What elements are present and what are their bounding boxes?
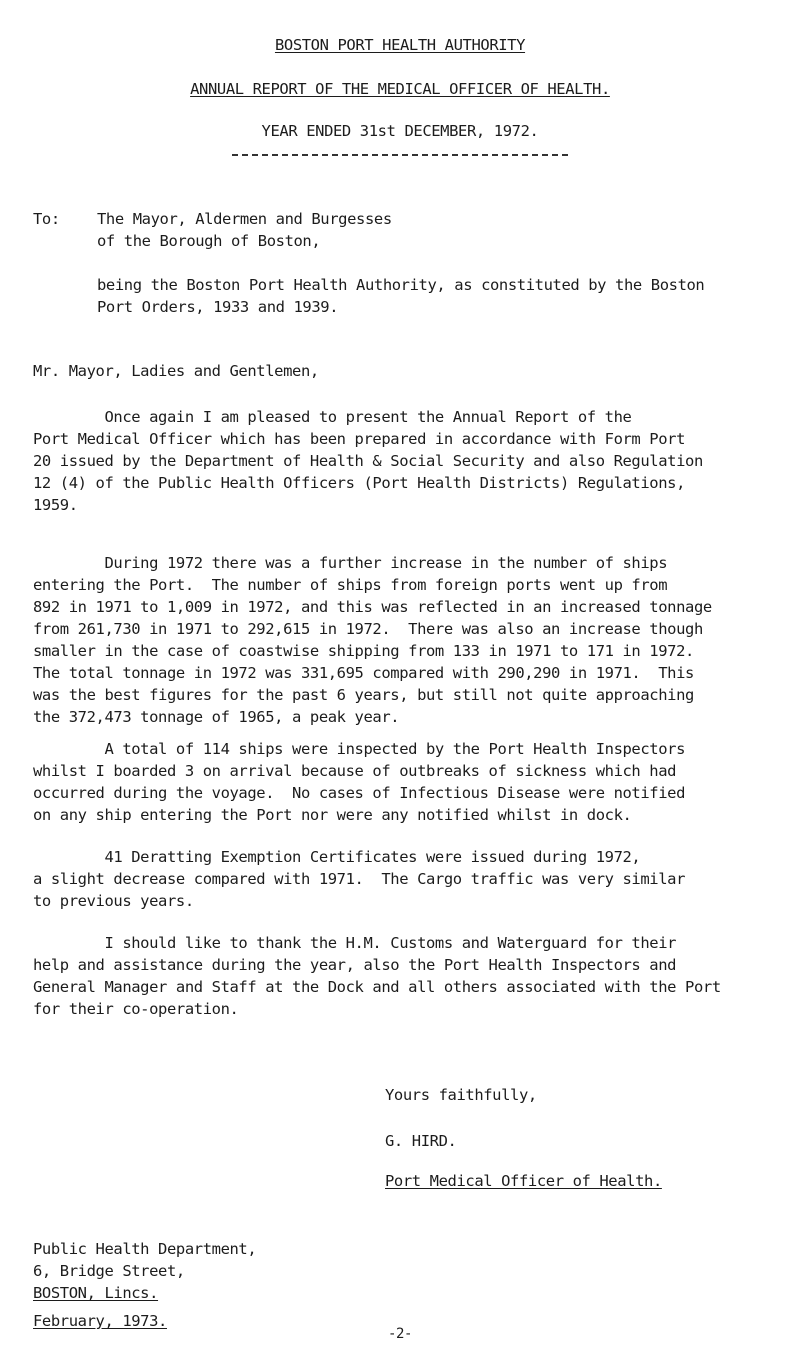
paragraph-certificates: 41 Deratting Exemption Certificates were issued during 1972, a slight decrease compared with 1971. The Cargo traffic was very similar to previous years. (33, 848, 686, 910)
addressee-line-2: of the Borough of Boston, (97, 232, 321, 250)
paragraph-shipping: During 1972 there was a further increase in the number of ships entering the Port. The number of ships from foreign ports went up from 892 in 1971 to 1,009 in 1972, and this was reflected in an increased tonnage from 261,730 in 1971 to 292,615 in 1972. There was also an increase though smaller in the case of coastwise shipping from 133 in 1971 to 171 in 1972. The total tonnage in 1972 was 331,695 compared with 290,290 in 1971. This was the best figures for the past 6 years, but still not quite approaching the 372,473 tonnage of 1965, a peak year. (33, 554, 712, 726)
signatory-name: G. HIRD. (385, 1132, 457, 1150)
addressee-line-1: The Mayor, Aldermen and Burgesses (97, 210, 392, 228)
authority-heading: BOSTON PORT HEALTH AUTHORITY (274, 36, 526, 54)
year-ended: YEAR ENDED 31st DECEMBER, 1972. (261, 122, 539, 140)
footer-address-line-2: 6, Bridge Street, (33, 1262, 185, 1280)
report-title: ANNUAL REPORT OF THE MEDICAL OFFICER OF HEALTH. (190, 80, 610, 98)
header-divider (232, 154, 568, 156)
signatory-title: Port Medical Officer of Health. (385, 1172, 662, 1190)
paragraph-inspections: A total of 114 ships were inspected by the Port Health Inspectors whilst I boarded 3 on arrival because of outbreaks of sickness which had occurred during the voyage. No cases of Infectious Disease were notified on any ship entering the Port nor were any notified whilst in dock. (33, 740, 686, 824)
to-label: To: (33, 210, 60, 228)
footer-address-line-1: Public Health Department, (33, 1240, 257, 1258)
closing: Yours faithfully, (385, 1086, 537, 1104)
addressee-line-3: being the Boston Port Health Authority, as constituted by the Boston (97, 276, 705, 294)
salutation: Mr. Mayor, Ladies and Gentlemen, (33, 362, 319, 380)
report-date: February, 1973. (33, 1312, 167, 1330)
paragraph-thanks: I should like to thank the H.M. Customs and Waterguard for their help and assistance during the year, also the Port Health Inspectors and General Manager and Staff at the Dock and all others associated with the Port for their co-operation. (33, 934, 721, 1018)
footer-address-line-3: BOSTON, Lincs. (33, 1284, 159, 1302)
addressee-line-4: Port Orders, 1933 and 1939. (97, 298, 339, 316)
page-number: -2- (387, 1326, 413, 1342)
paragraph-intro: Once again I am pleased to present the Annual Report of the Port Medical Officer which has been prepared in accordance with Form Port 20 issued by the Department of Health & Social Security and also Regulation 12 (4) of the Public Health Officers (Port Health Districts) Regulations, 1959. (33, 408, 703, 514)
